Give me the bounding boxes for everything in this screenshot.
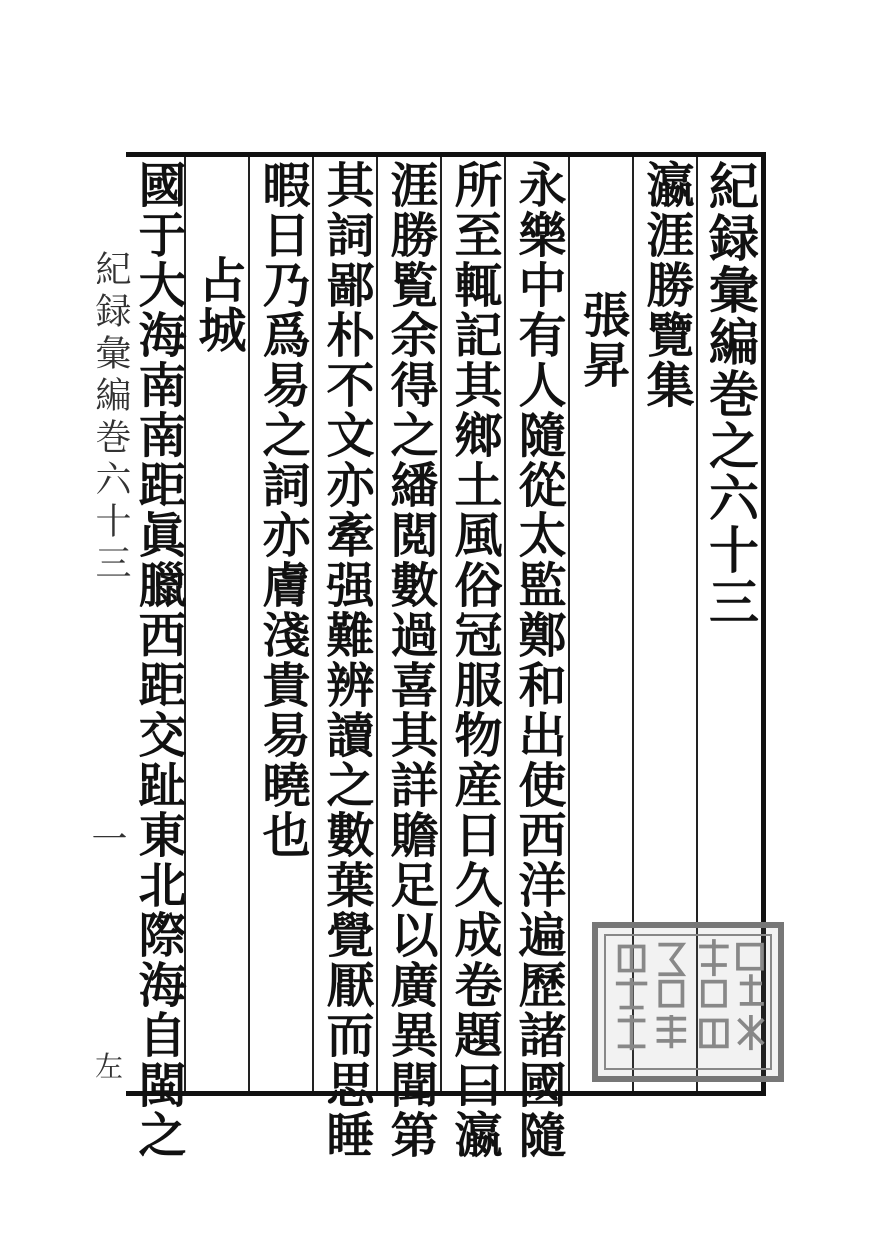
body-line-3: 涯勝覧余得之繙閲數過喜其詳贍足以廣異聞第 [382,160,438,1160]
column-rule [504,157,506,1091]
section-first-line: 國于大海南南距眞臘西距交趾東北際海自閩之 [130,160,186,1160]
body-line-1: 永樂中有人隨從太監鄭和出使西洋遍歷諸國隨 [510,160,566,1160]
seal-glyphs-icon [598,928,778,1076]
folio-number: 一 [86,820,127,856]
column-rule [376,157,378,1091]
column-rule [248,157,250,1091]
work-author: 張昇 [574,290,630,390]
margin-title: 紀録彙編巻六十三 [90,250,131,586]
book-title-line: 紀録彙編巻之六十三 [701,160,760,628]
body-line-4: 其詞鄙朴不文亦牽强難辨讀之數葉覺厭而思睡 [318,160,374,1160]
column-rule [568,157,570,1091]
body-line-5: 暇日乃爲易之詞亦膚淺貴易曉也 [254,160,310,860]
body-line-2: 所至輒記其鄉土風俗冠服物産日久成卷題曰瀛 [446,160,502,1160]
section-heading: 占城 [190,255,246,355]
margin-mark: 左 [95,1050,124,1083]
column-rule [440,157,442,1091]
work-title: 瀛涯勝覽集 [638,160,694,410]
column-rule [312,157,314,1091]
library-seal [592,922,784,1082]
